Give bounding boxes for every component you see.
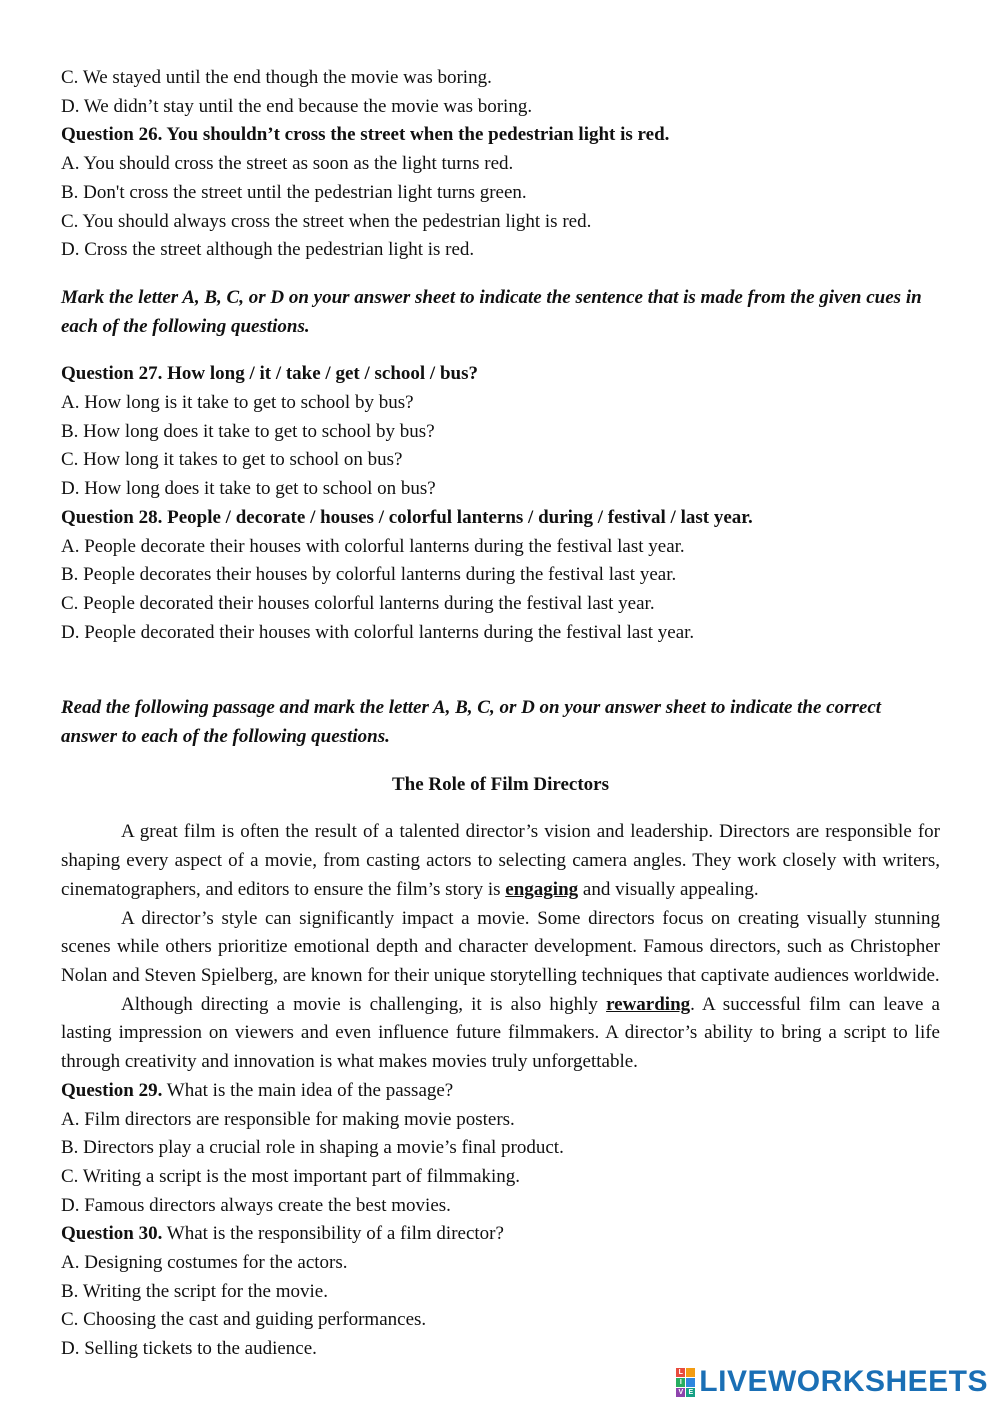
q30-option-c: C. Choosing the cast and guiding performances. xyxy=(61,1309,427,1331)
q28-option-a: A. People decorate their houses with colorful lanterns during the festival last year. xyxy=(61,535,685,557)
q29-stem xyxy=(61,1077,940,1106)
q30-stem xyxy=(61,1220,940,1249)
p1-text-after: and visually appealing. xyxy=(578,878,759,900)
q27-option-d: D. How long does it take to get to school on bus? xyxy=(61,478,436,500)
highlighted-word-engaging: engaging xyxy=(505,878,579,900)
instruction-cues: Mark the letter A, B, C, or D on your answer sheet to indicate the sentence that is made from the given cues in each of the following questions. xyxy=(61,286,922,337)
p3-text-after: . A successful film can leave a lasting impression on viewers and even influence future filmmakers. A director’s ability to bring a script to life through creativity and innovation is what makes movies truly unforgettable. xyxy=(61,993,940,1073)
p1-text-before: A great film is often the result of a talented director’s vision and leadership. Directors are responsible for shaping every aspect of a movie, from casting actors to selecting camera angles. They work closely with writers, cinematographers, and editors to ensure the film’s story is xyxy=(61,821,940,900)
q29-option-b: B. Directors play a crucial role in shaping a movie’s final product. xyxy=(61,1137,564,1159)
q26-option-b: B. Don't cross the street until the pedestrian light turns green. xyxy=(61,181,527,203)
logo-tile-1: L xyxy=(676,1368,685,1377)
instruction-reading: Read the following passage and mark the letter A, B, C, or D on your answer sheet to indicate the correct answer to each of the following questions. xyxy=(61,697,882,748)
q25-option-c: C. We stayed until the end though the movie was boring. xyxy=(61,67,492,88)
q27-option-b: B. How long does it take to get to school by bus? xyxy=(61,420,435,442)
q26-option-a: A. You should cross the street as soon as the light turns red. xyxy=(61,153,514,175)
q28-stem: Question 28. People / decorate / houses / colorful lanterns / during / festival / last year. xyxy=(61,506,753,528)
logo-tile-6: E xyxy=(686,1388,695,1397)
q26-option-c: C. You should always cross the street when the pedestrian light is red. xyxy=(61,210,592,232)
q30-option-b: B. Writing the script for the movie. xyxy=(61,1280,328,1302)
p3-text-before: Although directing a movie is challenging, it is also highly xyxy=(121,993,607,1015)
q28-option-b: B. People decorates their houses by colorful lanterns during the festival last year. xyxy=(61,564,677,586)
q27-stem: Question 27. How long / it / take / get / school / bus? xyxy=(61,363,478,385)
passage-paragraph-1 xyxy=(61,818,940,904)
logo-tile-4 xyxy=(686,1378,695,1387)
passage-paragraph-3 xyxy=(61,991,940,1077)
q29-option-a: A. Film directors are responsible for making movie posters. xyxy=(61,1108,515,1130)
highlighted-word-rewarding: rewarding xyxy=(606,993,691,1015)
q25-option-d: D. We didn’t stay until the end because the movie was boring. xyxy=(61,95,533,117)
liveworksheets-logo xyxy=(676,1365,988,1399)
logo-tile-5: V xyxy=(676,1388,685,1397)
q30-option-d: D. Selling tickets to the audience. xyxy=(61,1338,317,1360)
q28-option-d: D. People decorated their houses with colorful lanterns during the festival last year. xyxy=(61,621,695,643)
q29-question: What is the main idea of the passage? xyxy=(162,1079,454,1101)
passage-title: The Role of Film Directors xyxy=(391,773,610,795)
logo-wordmark: LIVEWORKSHEETS xyxy=(699,1365,988,1398)
q30-label: Question 30. xyxy=(61,1223,163,1245)
q29-option-c: C. Writing a script is the most important part of filmmaking. xyxy=(61,1165,521,1187)
q28-option-c: C. People decorated their houses colorful lanterns during the festival last year. xyxy=(61,592,655,614)
q29-option-d: D. Famous directors always create the best movies. xyxy=(61,1194,451,1216)
q27-option-c: C. How long it takes to get to school on bus? xyxy=(61,449,403,471)
q29-label: Question 29. xyxy=(61,1079,163,1101)
q30-option-a: A. Designing costumes for the actors. xyxy=(61,1252,348,1274)
logo-icon xyxy=(676,1368,695,1397)
passage-paragraph-2: A director’s style can significantly impact a movie. Some directors focus on creating visually stunning scenes while others prioritize emotional depth and character development. Famous directors, such as Christopher Nolan and Steven Spielberg, are known for their unique storytelling techniques that captivate audiences worldwide. xyxy=(61,907,940,986)
section-spacer xyxy=(61,647,940,675)
worksheet-page xyxy=(61,64,940,1364)
q30-question: What is the responsibility of a film director? xyxy=(162,1223,504,1245)
q27-option-a: A. How long is it take to get to school by bus? xyxy=(61,392,414,414)
q26-option-d: D. Cross the street although the pedestrian light is red. xyxy=(61,239,475,261)
logo-tile-3: I xyxy=(676,1378,685,1387)
q26-stem: Question 26. You shouldn’t cross the street when the pedestrian light is red. xyxy=(61,124,670,146)
logo-tile-2 xyxy=(686,1368,695,1377)
